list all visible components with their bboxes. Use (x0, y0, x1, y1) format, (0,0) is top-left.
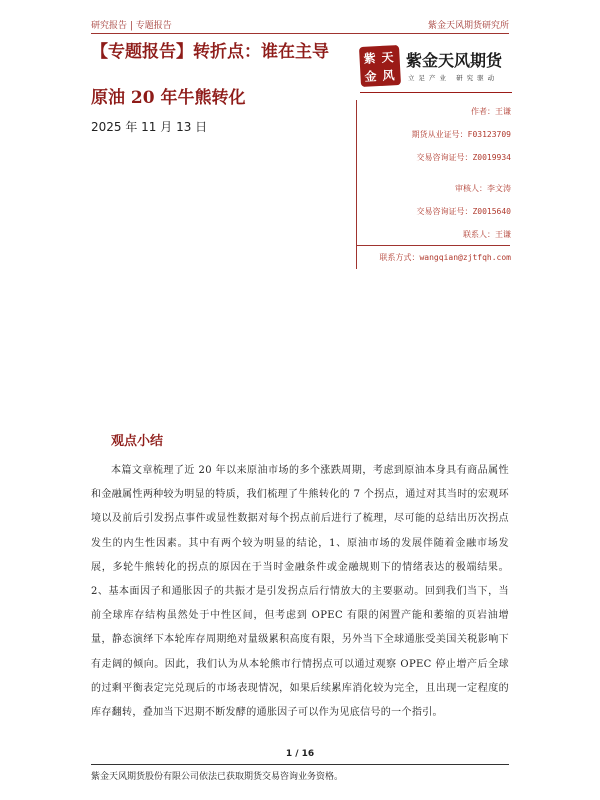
footer-divider (91, 764, 509, 765)
footer-disclaimer: 紫金天风期货股份有限公司依法已获取期货交易咨询业务资格。 (91, 772, 344, 782)
logo-mark-char: 风 (382, 68, 395, 83)
report-date: 2025 年 11 月 13 日 (91, 120, 208, 134)
author-name: 作者：王谦 (471, 107, 511, 116)
summary-paragraph: 本篇文章梳理了近 20 年以来原油市场的多个涨跌周期，考虑到原油本身具有商品属性和金融属性两种较为明显的特质，我们梳理了牛熊转化的 7 个拐点，通过对其当时的宏观环境以及前后引发拐点事件或显性数据对每个拐点前后进行了梳理，尽可能的总结出历次拐点发生的内生性因素。其中有两个较为明显的结论，1、原油市场的发展伴随着金融市场发展，多轮牛熊转化的拐点的原因在于当时金融条件或金融规则下的情绪表达的极端结果。2、基本面因子和通胀因子的共振才是引发拐点后行情放大的主要驱动。回到我们当下，当前全球库存结构虽然处于中性区间，但考虑到 OPEC 有限的闲置产能和萎缩的页岩油增量，静态演绎下本轮库存周期绝对量级累积高度有限，另外当下全球通胀受美国关税影响下有走阔的倾向。因此，我们认为从本轮熊市行情拐点可以通过观察 OPEC 停止增产后全球的过剩平衡表定完兑现后的市场表现情况，如果后续累库消化较为完全，且出现一定程度的库存翻转，叠加当下迟期不断发酵的通胀因子可以作为见底信号的一个指引。 (91, 465, 509, 719)
logo-mark-char: 紫 (363, 51, 376, 66)
header-category: 研究报告 | 专题报告 (91, 21, 172, 31)
logo-company-name: 紫金天风期货 (406, 51, 503, 70)
report-title-line1: 【专题报告】转折点：谁在主导 (91, 42, 329, 62)
author-license: 期货从业证号：F03123709 (411, 130, 511, 139)
report-title-line2: 原油 20 年牛熊转化 (91, 88, 246, 108)
author-consult-number: 交易咨询证号：Z0019934 (416, 153, 511, 162)
logo-divider (360, 92, 512, 93)
section-title: 观点小结 (111, 434, 164, 449)
logo-mark-char: 金 (364, 69, 377, 84)
author-info (356, 100, 511, 269)
reviewer-consult-number: 交易咨询证号：Z0015640 (416, 207, 511, 216)
contact-person: 联系人：王谦 (463, 230, 511, 239)
header-institute: 紫金天风期货研究所 (427, 21, 509, 31)
logo-mark-icon (359, 45, 401, 87)
page-number: 1 / 16 (285, 749, 315, 759)
logo-mark-char: 天 (381, 50, 394, 65)
reviewer-name: 审核人：李文涛 (455, 184, 511, 193)
company-logo (360, 44, 512, 96)
header-divider (91, 33, 509, 34)
author-info-divider (356, 245, 510, 246)
logo-slogan: 立足产业 研究驱动 (408, 74, 499, 82)
report-title (91, 40, 351, 110)
contact-email[interactable]: 联系方式：wangqian@zjtfqh.com (379, 253, 511, 262)
